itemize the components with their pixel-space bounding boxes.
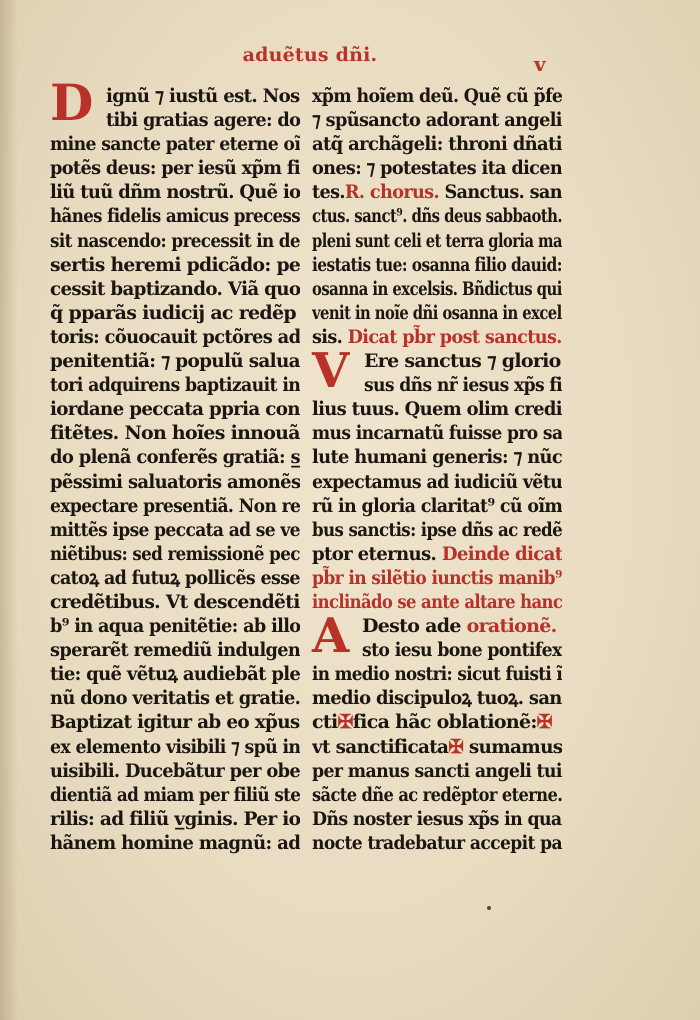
text-line: catoꝝ ad futuꝝ pollicẽs esse <box>50 566 300 589</box>
text-line: p̲ẽssimi saluatoris amonẽs <box>50 470 300 493</box>
adesto-block <box>312 608 562 710</box>
initial-a: A <box>312 608 350 665</box>
text-line: sit nascendo: precessit in de <box>50 229 300 252</box>
text-line: Ere sanctus ⁊ glorio <box>364 350 561 373</box>
adesto-line: Desto ade orationẽ. <box>362 615 557 638</box>
text-line: nocte tradebatur accepit pa <box>312 831 562 854</box>
text-line: expectare presentiã. Non re <box>50 494 300 517</box>
left-column-lines <box>50 84 300 855</box>
text-line: sãcte dñe ac redẽptor eterne. <box>312 783 562 806</box>
initial-d: D <box>50 73 94 132</box>
ink-speck <box>487 906 491 910</box>
text-line: q̃ p̲parãs iudicij ac redẽp <box>50 301 296 324</box>
text-line: sus dñs nr̃ iesus xp̃s fi <box>364 374 562 397</box>
cross-line-1: cti✠fica hãc oblationẽ:✠ <box>312 711 552 734</box>
text-line: rilis: ad filiũ v̲ginis. Per io <box>50 807 300 830</box>
text-line: Baptizat igitur ab eo xp̃us <box>50 711 300 734</box>
text-line: sertis heremi p̲dicãdo: p̲e <box>50 253 300 276</box>
right-lines-d <box>312 638 562 710</box>
rubric-line: inclinãdo se ante altare hanc <box>312 590 562 613</box>
left-column <box>50 73 300 855</box>
vere-block <box>312 343 562 542</box>
right-lines-b <box>312 204 562 324</box>
text-line: b⁹ in aqua penitẽtie: ab illo <box>50 615 300 638</box>
text-line: ignũ ⁊ iustũ est. Nos <box>106 85 300 107</box>
text-line: ones: ⁊ potestates ita dicen <box>312 157 562 180</box>
chorus-rubric: R. chorus. <box>344 181 439 204</box>
text-line: lius tuus. Quem olim credi <box>312 398 562 421</box>
text-line: liũ tuũ dñm nostrũ. Quẽ io <box>50 181 300 204</box>
text-line: toris: cõuocauit pctõres ad <box>50 325 300 348</box>
initial-v: V <box>312 343 350 400</box>
rubric-deinde: Deinde dicat <box>436 542 562 565</box>
cross-icon: ✠ <box>448 735 464 758</box>
rubric-dicat: Dicat pb̃r post sanctus. <box>342 325 562 348</box>
text-line: sperarẽt remediũ indulgen <box>50 639 300 662</box>
rubric-lines <box>312 566 562 614</box>
text-line: atq̃ archãgeli: throni dñati <box>312 133 562 156</box>
text-line: bus sanctis: ipse dñs ac redẽ <box>312 518 562 541</box>
text-line: venit in noĩe dñi osanna in excel <box>312 301 562 324</box>
text-line: medio discipuloꝝ tuoꝝ. san <box>312 687 562 710</box>
text-line: uisibili. Ducebãtur per obe <box>50 759 300 782</box>
text-line: iordane peccata p̲pria con <box>50 398 300 421</box>
rubric-dicat-line: sis. Dicat pb̃r post sanctus. <box>312 325 562 348</box>
text-line: hãnes fidelis amicus precess <box>50 205 300 228</box>
rubric-orationem: orationẽ. <box>460 615 557 638</box>
right-lines-c <box>312 343 562 542</box>
right-lines-a <box>312 84 562 180</box>
folio-number: v <box>534 52 546 76</box>
text-line: expectamus ad iudiciũ vẽtu <box>312 470 562 493</box>
text-line: rũ in gloria claritat⁹ cũ oĩm <box>312 494 562 517</box>
chorus-line: tes.R. chorus. Sanctus. san <box>312 181 562 204</box>
text-line: credẽtibus. Vt descendẽti <box>50 590 300 613</box>
text-line: iestatis tue: osanna filio dauid: <box>312 253 562 276</box>
text-line: sto iesu bone pontifex <box>362 639 562 662</box>
cross-icon: ✠ <box>337 711 353 734</box>
text-line: pleni sunt celi et terra gloria ma <box>312 229 562 252</box>
text-line: ⁊ spũsancto adorant angeli <box>312 109 562 132</box>
right-column <box>312 84 562 855</box>
cross-line-2: vt sanctificata✠ sumamus <box>312 735 562 758</box>
text-line: nũ dono veritatis et gratie. <box>50 687 300 710</box>
text-line: Dñs noster iesus xp̃s in qua <box>312 807 562 830</box>
cross-icon: ✠ <box>536 711 552 734</box>
binding-shadow <box>0 0 18 1020</box>
running-head: aduẽtus dñi. <box>242 44 378 66</box>
text-line: per manus sancti angeli tui <box>312 759 562 782</box>
text-line: tori adquirens baptizauit in <box>50 374 300 397</box>
text-line: penitentiã: ⁊ populũ salua <box>50 350 300 373</box>
text-line: do plenã conferẽs gratiã: s̲ <box>50 446 300 469</box>
text-line: in medio nostri: sicut fuisti ĩ <box>312 663 562 686</box>
ptor-line: ptor eternus. Deinde dicat <box>312 542 562 565</box>
text-line: tibi gratias agere: do <box>106 109 300 132</box>
text-line: mine sancte pater eterne oĩ <box>50 133 300 156</box>
text-line: cessit baptizando. Viã quo <box>50 277 300 300</box>
text-line: lute humani generis: ⁊ nũc <box>312 446 562 469</box>
text-line: potẽs deus: per iesũ xp̃m fi <box>50 157 300 180</box>
text-line: dientiã ad miam per filiũ ste <box>50 783 300 806</box>
text-line: hãnem homine magnũ: ad <box>50 831 300 854</box>
text-line: tie: quẽ vẽtuꝝ audiebãt ple <box>50 663 300 686</box>
right-lines-e <box>312 759 562 855</box>
text-line: ctus. sanct⁹. dñs deus sabbaoth. <box>312 205 562 228</box>
text-line: osanna in excelsis. Bñdictus qui <box>312 277 562 300</box>
text-line: mittẽs ipse peccata ad se ve <box>50 518 300 541</box>
text-line: ex elemento visibili ⁊ spũ in <box>50 735 300 758</box>
rubric-line: pb̃r in silẽtio iunctis manib⁹ <box>312 566 562 589</box>
text-line: mus incarnatũ fuisse pro sa <box>312 422 562 445</box>
text-line: fitẽtes. Non hoĩes innouã <box>50 422 300 445</box>
text-line: xp̃m hoĩem deũ. Quẽ cũ p̃fe <box>312 85 562 107</box>
text-line: niẽtibus: sed remissionẽ pec <box>50 542 300 565</box>
